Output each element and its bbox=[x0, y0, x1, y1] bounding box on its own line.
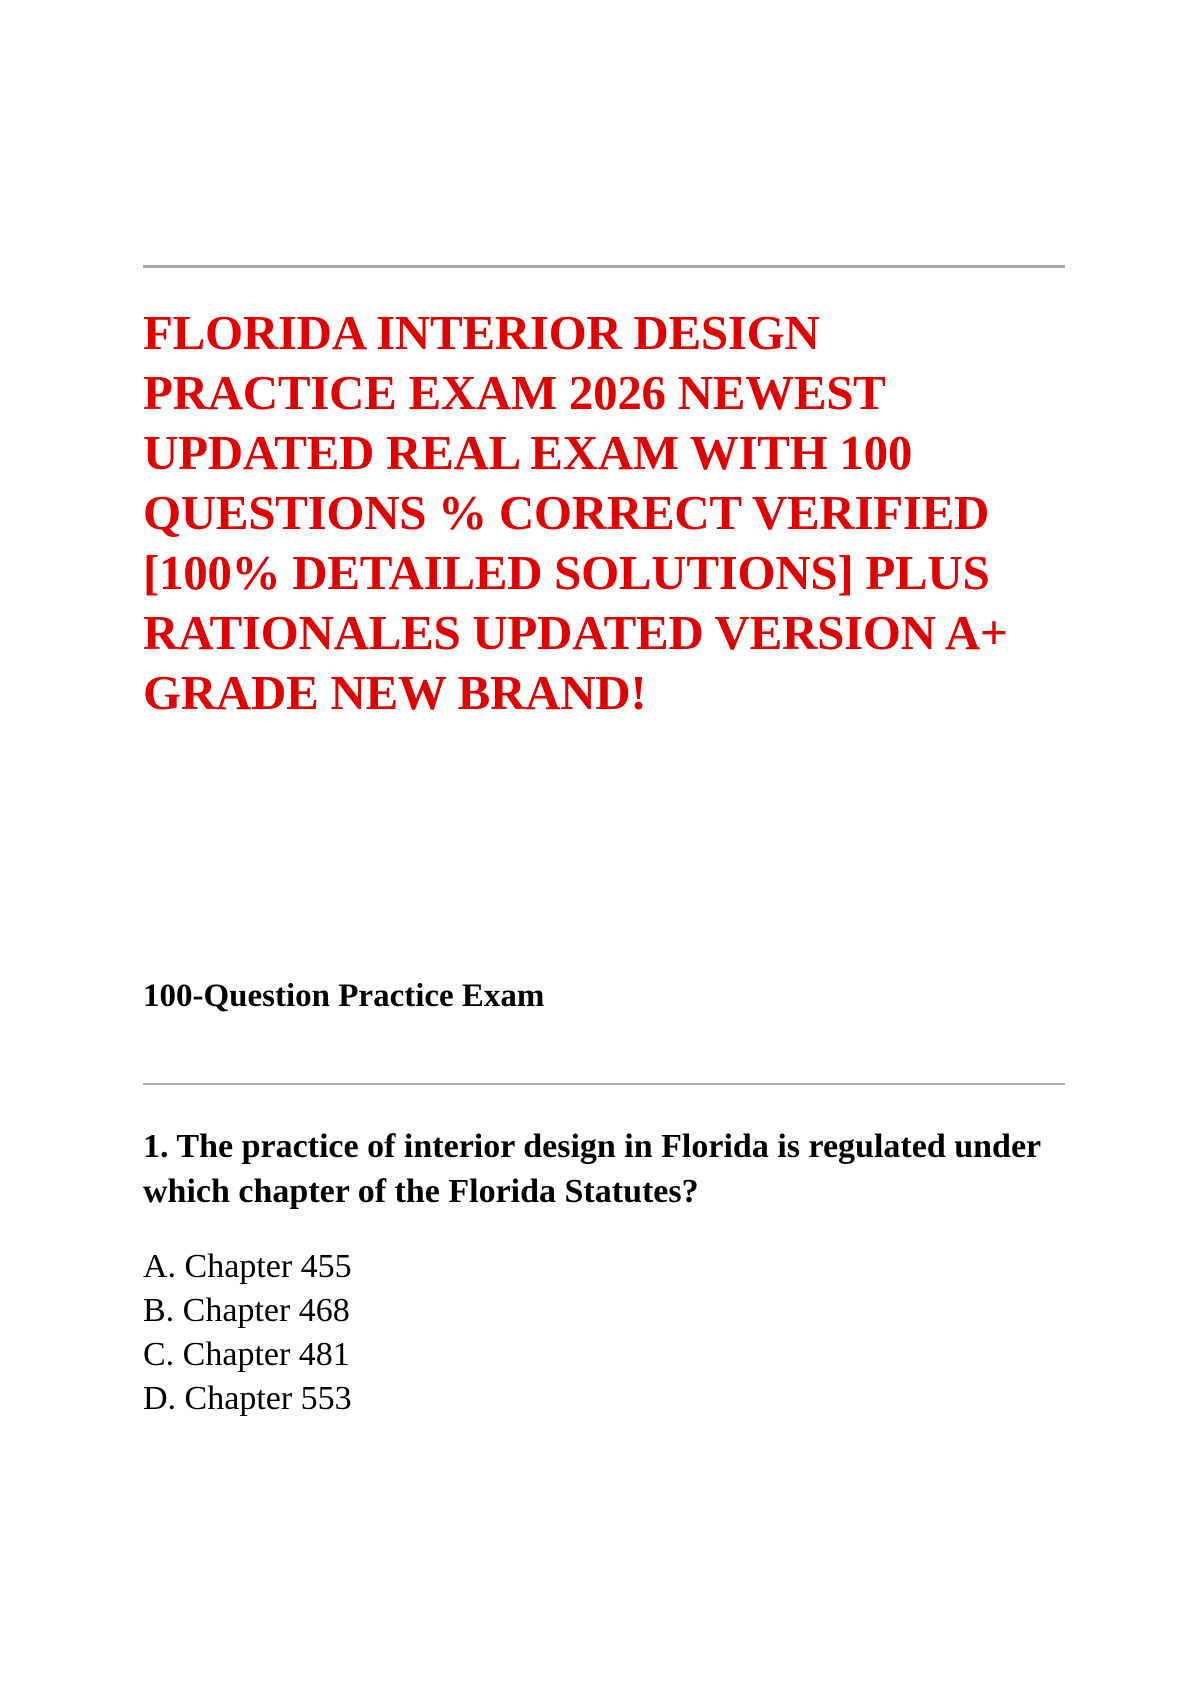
option-d: D. Chapter 553 bbox=[143, 1380, 352, 1417]
top-divider bbox=[143, 265, 1065, 268]
question-1-options bbox=[143, 1245, 352, 1421]
section-divider bbox=[143, 1083, 1065, 1085]
option-c: C. Chapter 481 bbox=[143, 1336, 350, 1373]
question-1-text: 1. The practice of interior design in Florida is regulated under which chapter of the Florida Statutes? bbox=[143, 1128, 1041, 1210]
section-heading: 100-Question Practice Exam bbox=[143, 978, 545, 1014]
option-a: A. Chapter 455 bbox=[143, 1248, 352, 1285]
document-title: FLORIDA INTERIOR DESIGN PRACTICE EXAM 2026 NEWEST UPDATED REAL EXAM WITH 100 QUESTIONS % CORRECT VERIFIED [100% DETAILED SOLUTIONS] PLUS RATIONALES UPDATED VERSION A+ GRADE NEW BRAND! bbox=[143, 305, 1008, 720]
option-b: B. Chapter 468 bbox=[143, 1292, 350, 1329]
